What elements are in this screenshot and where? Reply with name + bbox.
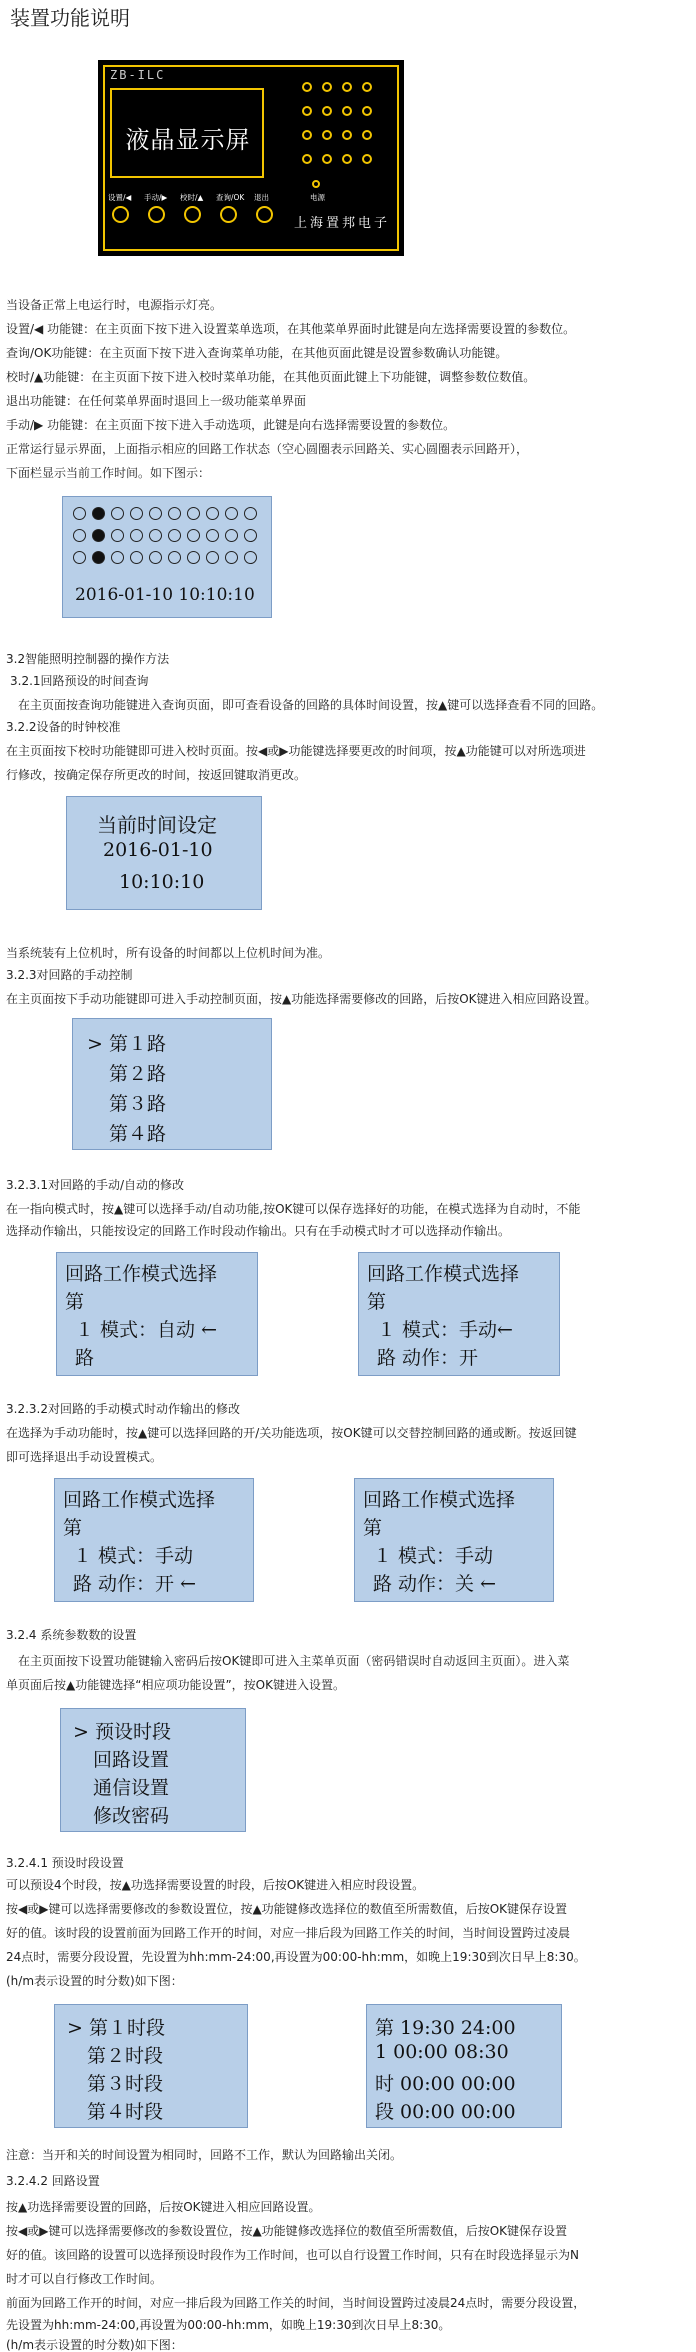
section-text: 在主页面按下手动功能键即可进入手动控制页面，按▲功能选择需要修改的回路，后按OK键进入相应回路设置。 [6,992,597,1006]
mode-line: 路 动作：开 [377,1347,479,1369]
period-line: 时 00:00 00:00 [375,2073,516,2095]
section-title: 3.2.4.2 回路设置 [6,2174,100,2188]
button-label-set: 设置/◀ [108,193,132,202]
main-menu-display [60,1708,246,1832]
section-text: (h/m表示设置的时分数)如下图： [6,2338,183,2352]
section-text: 在主页面按查询功能键进入查询页面，即可查看设备的回路的具体时间设置，按▲键可以选择查看不同的回路。 [18,698,604,712]
period-line: 段 00:00 00:00 [375,2101,516,2123]
section-title: 3.2.3对回路的手动控制 [6,968,133,982]
device-model: ZB-ILC [110,68,166,82]
intro-line: 查询/OK功能键：在主页面下按下进入查询菜单功能，在其他页面此键是设置参数确认功能键。 [6,346,508,360]
mode-line: １ 模式：手动← [377,1319,513,1341]
menu-item-selected[interactable]: > 第１时段 [67,2017,165,2039]
status-display [62,496,272,618]
mode-line: 第 [363,1517,383,1539]
menu-item[interactable]: 修改密码 [93,1805,170,1827]
menu-item[interactable]: 第４时段 [87,2101,164,2123]
device-brand: 上海置邦电子 [294,216,391,231]
time-set-display [66,796,262,910]
mode-line: 第 [65,1291,85,1313]
menu-item-selected[interactable]: > 预设时段 [73,1721,171,1743]
mode-line: 路 动作：开 ← [73,1573,196,1595]
section-text: 在主页面按下设置功能键输入密码后按OK键即可进入主菜单页面（密码错误时自动返回主页面）。进入菜 [18,1654,570,1668]
section-title: 3.2.4 系统参数数的设置 [6,1628,137,1642]
section-title: 3.2.3.1对回路的手动/自动的修改 [6,1178,185,1192]
query-ok-button[interactable] [220,206,237,223]
mode-title: 回路工作模式选择 [65,1263,218,1285]
section-text: 可以预设4个时段，按▲功选择需要设置的时段，后按OK键进入相应时段设置。 [6,1878,425,1892]
mode-auto-display [56,1252,258,1376]
loop-off-icon [73,551,86,564]
loop-off-icon [225,551,238,564]
button-label-manual: 手动/▶ [144,193,168,202]
intro-line: 设置/◀ 功能键：在主页面下按下进入设置菜单选项，在其他菜单界面时此键是向左选择需要设置的参数位。 [6,322,576,336]
section-text: 好的值。该回路的设置可以选择预设时段作为工作时间，也可以自行设置工作时间，只有在时段选择显示为N [6,2248,579,2262]
section-title: 3.2.1回路预设的时间查询 [10,674,149,688]
loop-off-icon [111,551,124,564]
menu-item[interactable]: 第２时段 [87,2045,164,2067]
section-text: 当系统装有上位机时，所有设备的时间都以上位机时间为准。 [6,946,331,960]
indicator-led-icon [342,130,352,140]
note-text: 注意：当开和关的时间设置为相同时，回路不工作，默认为回路输出关闭。 [6,2148,403,2162]
loop-on-icon [92,551,105,564]
indicator-led-icon [342,154,352,164]
loop-off-icon [168,507,181,520]
button-label-query: 查询/OK [216,193,245,202]
loop-off-icon [73,507,86,520]
menu-item[interactable]: 第３时段 [87,2073,164,2095]
section-text: 在选择为手动功能时，按▲键可以选择回路的开/关功能选项，按OK键可以交替控制回路的通或断。按返回键 [6,1426,577,1440]
indicator-led-icon [302,82,312,92]
intro-line: 当设备正常上电运行时，电源指示灯亮。 [6,298,223,312]
mode-line: 第 [367,1291,387,1313]
loop-list-display [72,1018,272,1150]
indicator-led-icon [322,130,332,140]
action-on-display [54,1478,254,1602]
loop-off-icon [244,551,257,564]
section-text: 先设置为hh:mm-24:00,再设置为00:00-hh:mm，如晚上19:30到次日早上8:30。 [6,2318,451,2332]
time-set-date: 2016-01-10 [103,839,213,861]
time-set-clock: 10:10:10 [119,871,205,893]
section-text: 选择动作输出，只能按设定的回路工作时段动作输出。只有在手动模式时才可以选择动作输出。 [6,1224,511,1238]
intro-line: 校时/▲功能键：在主页面下按下进入校时菜单功能，在其他页面此键上下功能键，调整参数位数值。 [6,370,536,384]
loop-off-icon [111,529,124,542]
button-label-calibrate: 校时/▲ [180,193,204,202]
power-label: 电源 [310,193,325,202]
mode-title: 回路工作模式选择 [367,1263,520,1285]
indicator-led-icon [342,106,352,116]
loop-off-icon [149,507,162,520]
menu-item[interactable]: 回路设置 [93,1749,170,1771]
indicator-led-icon [362,154,372,164]
loop-off-icon [187,529,200,542]
section-title: 3.2.3.2对回路的手动模式时动作输出的修改 [6,1402,240,1416]
loop-off-icon [168,529,181,542]
mode-title: 回路工作模式选择 [63,1489,216,1511]
intro-line: 下面栏显示当前工作时间。如下图示： [6,466,211,480]
time-set-title: 当前时间设定 [97,813,217,837]
period-line: 第 19:30 24:00 [375,2017,516,2039]
indicator-led-icon [322,82,332,92]
section-text: 按◀或▶键可以选择需要修改的参数设置位，按▲功能键修改选择位的数值至所需数值，后按OK键保存设置 [6,1902,568,1916]
loop-off-icon [149,551,162,564]
loop-off-icon [225,529,238,542]
mode-line: 路 [75,1347,95,1369]
loop-off-icon [187,551,200,564]
loop-off-icon [130,529,143,542]
device-panel [98,60,404,256]
loop-off-icon [168,551,181,564]
menu-item[interactable]: 第２路 [109,1063,167,1085]
indicator-led-icon [362,130,372,140]
mode-line: 路 动作：关 ← [373,1573,496,1595]
loop-off-icon [111,507,124,520]
indicator-led-icon [342,82,352,92]
section-text: 在主页面按下校时功能键即可进入校时页面。按◀或▶功能键选择要更改的时间项，按▲功能键可以对所选项进 [6,744,586,758]
menu-item[interactable]: 通信设置 [93,1777,170,1799]
indicator-led-icon [302,106,312,116]
section-text: 好的值。该时段的设置前面为回路工作开的时间，对应一排后段为回路工作关的时间，当时间设置跨过凌晨 [6,1926,571,1940]
period-list-display [54,2004,248,2128]
device-lcd-label: 液晶显示屏 [125,126,251,154]
section-text: 在一指向模式时，按▲键可以选择手动/自动功能,按OK键可以保存选择好的功能，在模式选择为自动时，不能 [6,1202,581,1216]
loop-off-icon [73,529,86,542]
action-off-display [354,1478,554,1602]
mode-line: １ 模式：自动 ← [75,1319,217,1341]
loop-off-icon [130,551,143,564]
intro-line: 正常运行显示界面，上面指示相应的回路工作状态（空心圆圈表示回路关、实心圆圈表示回路开）， [6,442,529,456]
page-title: 装置功能说明 [10,6,130,30]
period-detail-display [366,2004,562,2128]
section-title: 3.2.4.1 预设时段设置 [6,1856,124,1870]
mode-title: 回路工作模式选择 [363,1489,516,1511]
loop-off-icon [206,551,219,564]
set-button[interactable] [112,206,129,223]
indicator-led-icon [302,130,312,140]
section-title: 3.2.2设备的时钟校准 [6,720,121,734]
loop-off-icon [149,529,162,542]
device-lcd-screen [110,88,264,178]
loop-off-icon [244,507,257,520]
loop-off-icon [130,507,143,520]
section-text: 时才可以自行修改工作时间。 [6,2272,163,2286]
menu-item[interactable]: 第４路 [109,1123,167,1145]
power-led-icon [312,180,320,188]
indicator-led-icon [362,82,372,92]
menu-item-selected[interactable]: > 第１路 [87,1033,166,1055]
loop-off-icon [244,529,257,542]
status-time: 2016-01-10 10:10:10 [75,585,255,605]
calibrate-button[interactable] [184,206,201,223]
indicator-led-icon [322,106,332,116]
indicator-led-icon [302,154,312,164]
indicator-led-icon [322,154,332,164]
loop-on-icon [92,507,105,520]
mode-line: 第 [63,1517,83,1539]
menu-item[interactable]: 第３路 [109,1093,167,1115]
section-text: 24点时，需要分段设置，先设置为hh:mm-24:00,再设置为00:00-hh:mm，如晚上19:30到次日早上8:30。 [6,1950,586,1964]
period-line: 1 00:00 08:30 [375,2041,509,2063]
section-text: 按◀或▶键可以选择需要修改的参数设置位，按▲功能键修改选择位的数值至所需数值，后按OK键保存设置 [6,2224,568,2238]
button-label-exit: 退出 [254,193,269,202]
mode-manual-display [358,1252,560,1376]
section-text: (h/m表示设置的时分数)如下图： [6,1974,183,1988]
loop-on-icon [92,529,105,542]
section-text: 即可选择退出手动设置模式。 [6,1450,163,1464]
exit-button[interactable] [256,206,273,223]
section-text: 单页面后按▲功能键选择“相应项功能设置”，按OK键进入设置。 [6,1678,345,1692]
loop-off-icon [206,507,219,520]
section-text: 前面为回路工作开的时间，对应一排后段为回路工作关的时间，当时间设置跨过凌晨24点时，需要分段设置， [6,2296,586,2310]
intro-line: 退出功能键：在任何菜单界面时退回上一级功能菜单界面 [6,394,307,408]
manual-button[interactable] [148,206,165,223]
loop-off-icon [187,507,200,520]
indicator-led-icon [362,106,372,116]
loop-off-icon [206,529,219,542]
section-text: 按▲功选择需要设置的回路，后按OK键进入相应回路设置。 [6,2200,321,2214]
section-title: 3.2智能照明控制器的操作方法 [6,652,170,666]
mode-line: １ 模式：手动 [73,1545,194,1567]
section-text: 行修改，按确定保存所更改的时间，按返回键取消更改。 [6,768,307,782]
loop-off-icon [225,507,238,520]
intro-line: 手动/▶ 功能键：在主页面下按下进入手动选项，此键是向右选择需要设置的参数位。 [6,418,456,432]
mode-line: １ 模式：手动 [373,1545,494,1567]
